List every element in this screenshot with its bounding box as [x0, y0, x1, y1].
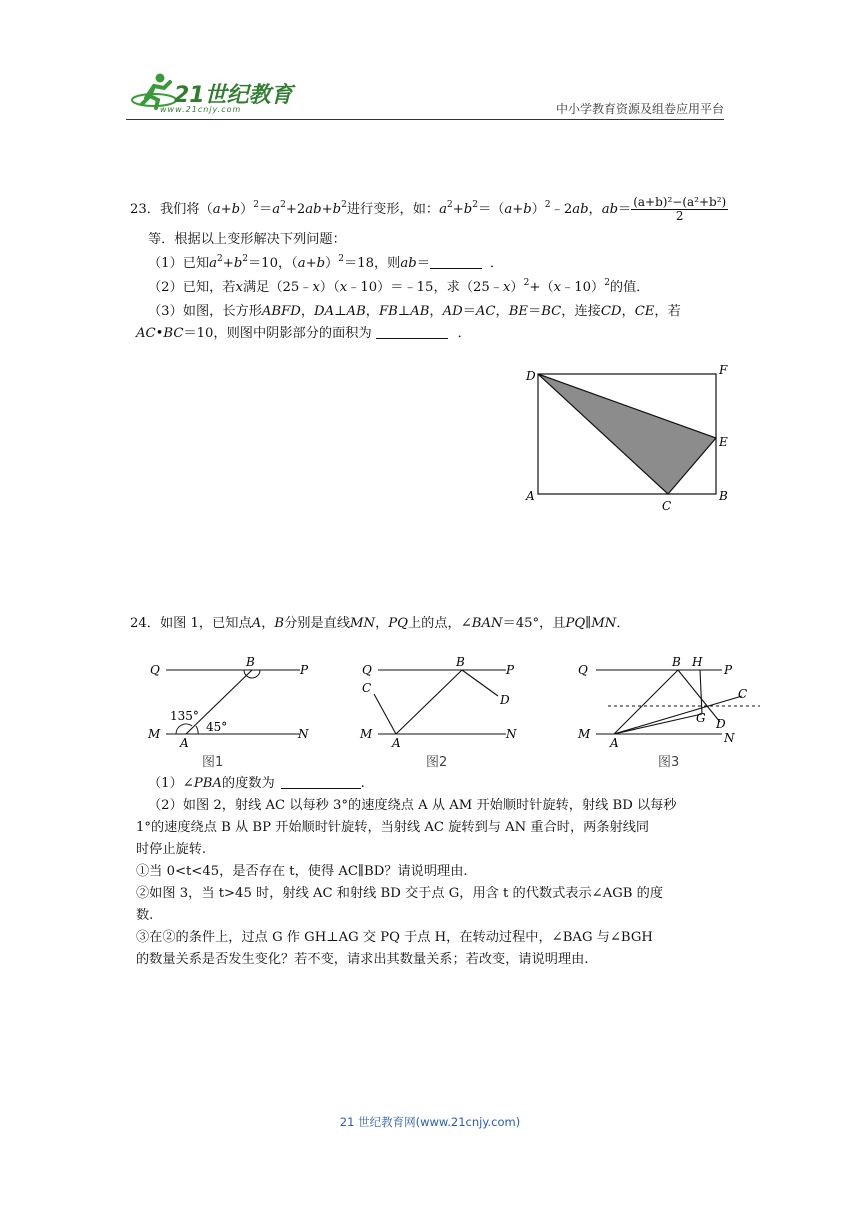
fig2-label-c: C — [362, 681, 372, 695]
fig1-angle-135: 135° — [170, 709, 199, 723]
fig3-label-b: B — [672, 655, 681, 669]
q24-part-1: （1）∠PBA的度数为 . — [148, 776, 365, 791]
fig3-label-c: C — [738, 687, 748, 701]
header-platform-text: 中小学教育资源及组卷应用平台 — [555, 102, 724, 116]
answer-blank-1[interactable] — [430, 254, 482, 269]
fig1-label-p: P — [300, 663, 309, 677]
fig1-angle-45: 45° — [206, 720, 228, 734]
q24-figure-2 — [356, 652, 536, 774]
footer-site-link[interactable]: 21 世纪教育网(www.21cnjy.com) — [339, 1115, 521, 1129]
fig1-label-n: N — [298, 727, 309, 741]
q24-sub-2-line-2: 数. — [136, 908, 154, 923]
answer-blank-2[interactable] — [376, 324, 448, 339]
q23-part-2: （2）已知，若x满足（25﹣x）（x﹣10）＝﹣15，求（25﹣x）$^2$+（x﹣10）$^2$的值． — [148, 278, 650, 295]
fig1-label-a: A — [180, 736, 189, 750]
q24-line-1: 24．如图 1，已知点A，B分别是直线MN，PQ上的点，∠BAN＝45°，且PQ∥MN． — [130, 616, 630, 631]
fig3-label-n: N — [724, 731, 735, 745]
fig2-label-a: A — [392, 736, 401, 750]
label-e: E — [719, 435, 728, 449]
fig2-caption: 图2 — [426, 755, 448, 770]
fig2-label-q: Q — [362, 663, 372, 677]
q24-figure-1 — [140, 652, 320, 774]
logo-main-text: 21世纪教育 — [174, 83, 293, 108]
fig2-label-b: B — [456, 655, 465, 669]
fig2-label-m: M — [360, 727, 373, 741]
fig3-label-q: Q — [578, 663, 588, 677]
q24-sub-2-line-1: ②如图 3，当 t>45 时，射线 AC 和射线 BD 交于点 G，用含 t 的代数式表示∠AGB 的度 — [136, 886, 664, 901]
q24-sub-3-line-2: 的数量关系是否发生变化？若不变，请求出其数量关系；若改变，请说明理由. — [136, 952, 589, 967]
q24-figure-3 — [574, 652, 770, 774]
q23-line-1: 23．我们将$(a+b)^2=a^2+2ab+b^2$进行变形，如：$a^2+b^2=(a+b)^2﹣2ab$，ab＝ $\frac{\text{(a+b)²−(a²+b²)}}{2}$ — [130, 195, 727, 223]
fig3-label-h: H — [692, 655, 703, 669]
logo-url-text: www.21cnjy.com — [160, 105, 242, 114]
fig2-label-n: N — [506, 727, 517, 741]
fig3-label-d: D — [716, 717, 726, 731]
q24-part-2-line-3: 时停止旋转. — [136, 842, 207, 857]
header-divider — [126, 119, 724, 120]
q24-part-2-line-1: （2）如图 2，射线 AC 以每秒 3°的速度绕点 A 从 AM 开始顺时针旋转，射线 BD 以每秒 — [148, 798, 677, 813]
fig3-caption: 图3 — [658, 755, 680, 770]
answer-blank-3[interactable] — [281, 774, 361, 789]
q23-rectangle-figure — [520, 360, 735, 515]
q23-line-2: 等．根据以上变形解决下列问题： — [148, 232, 346, 247]
fig1-caption: 图1 — [202, 755, 224, 770]
fig3-label-p: P — [724, 663, 733, 677]
q24-sub-3-line-1: ③在②的条件上，过点 G 作 GH⊥AG 交 PQ 于点 H，在转动过程中，∠BAG 与∠BGH — [136, 930, 653, 945]
q24-sub-1: ①当 0<t<45，是否存在 t，使得 AC∥BD？请说明理由. — [136, 864, 468, 879]
fig3-label-m: M — [578, 727, 591, 741]
fig1-label-b: B — [246, 655, 255, 669]
q23-fraction: $\frac{\text{(a+b)²−(a²+b²)}}{2}$ — [633, 195, 727, 223]
label-f: F — [719, 363, 728, 377]
shaded-triangle — [538, 374, 716, 494]
label-b: B — [719, 489, 728, 503]
q23-part-3-cont: AC•BC＝10，则图中阴影部分的面积为 ． — [136, 326, 471, 341]
q23-part-3: （3）如图，长方形ABFD，DA⊥AB，FB⊥AB，AD＝AC，BE＝BC，连接CD，CE，若 — [148, 304, 681, 319]
q24-part-2-line-2: 1°的速度绕点 B 从 BP 开始顺时针旋转，当射线 AC 旋转到与 AN 重合时，两条射线同 — [136, 820, 650, 835]
fig2-label-d: D — [500, 693, 510, 707]
label-c: C — [662, 499, 672, 513]
logo — [124, 68, 294, 118]
label-d: D — [526, 369, 536, 383]
fig3-label-a: A — [610, 736, 619, 750]
label-a: A — [526, 489, 535, 503]
fig1-label-m: M — [148, 727, 161, 741]
fig2-label-p: P — [506, 663, 515, 677]
q23-part-1: （1）已知$a^2+b^2=10$，$(a+b)^2=18$，则ab＝ ． — [148, 254, 504, 271]
fig1-label-q: Q — [150, 663, 160, 677]
fig3-label-g: G — [696, 711, 706, 725]
